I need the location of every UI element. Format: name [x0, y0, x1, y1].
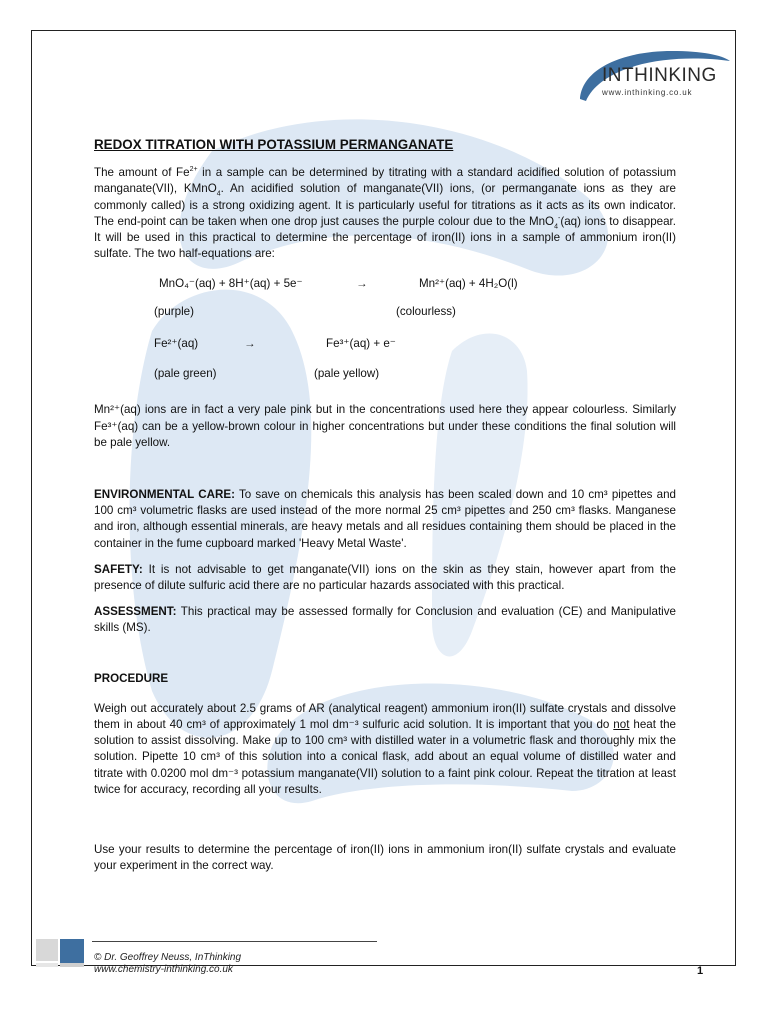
footer-author: © Dr. Geoffrey Neuss, InThinking [94, 952, 242, 963]
footer-credit [94, 952, 241, 976]
note-paragraph: Mn²⁺(aq) ions are in fact a very pale pink but in the concentrations used here they appear colourless. Similarly Fe³⁺(aq) can be a yellow-brown colour in higher concentrations but under these conditions the final solution will be pale yellow. [94, 403, 676, 449]
footer-rule [92, 941, 377, 942]
intro-text-d: (aq) ions to disappear. It will be used in this practical to determine the percentage of iron(II) ions in a sample of ammonium iron(II) sulfate. The two half-equations are: [94, 214, 676, 261]
eq2-right-label: (pale yellow) [314, 367, 380, 381]
half-equations [94, 276, 676, 402]
eq2-right: Fe³⁺(aq) + e⁻ [326, 337, 396, 351]
assessment-label: ASSESSMENT: [94, 605, 177, 619]
page-number: 1 [697, 965, 704, 977]
eq2-left: Fe²⁺(aq) [154, 337, 199, 351]
intro-text-b: in a sample can be determined by titrating with a standard acidified solution of potassium manganate(VII), KMnO [94, 166, 676, 196]
environmental-care-text: To save on chemicals this analysis has been scaled down and 10 cm³ pipettes and 100 cm³ volumetric flasks are used instead of the more normal 25 cm³ pipettes and 250 cm³ flasks. Manganese and iron, although essential minerals, are heavy metals and all residues containing them should be placed in the container in the fume cupboard marked 'Heavy Metal Waste'. [94, 488, 676, 550]
page-frame [31, 30, 736, 977]
procedure-text-a: Weigh out accurately about 2.5 grams of AR (analytical reagent) ammonium iron(II) sulfate crystals and dissolve them in about 40 cm³ of approximately 1 mol dm⁻³ sulfuric acid solution. It is important that you do [94, 701, 676, 732]
logo-brand: INTHINKING [602, 65, 717, 86]
eq1-right: Mn²⁺(aq) + 4H₂O(l) [419, 277, 518, 291]
procedure-paragraph [94, 701, 676, 798]
footer-url: www.chemistry-inthinking.co.uk [94, 964, 233, 975]
eq1-left: MnO₄⁻(aq) + 8H⁺(aq) + 5e⁻ [159, 277, 303, 291]
footer-square-light [36, 963, 58, 967]
assessment-text: This practical may be assessed formally for Conclusion and evaluation (CE) and Manipulative skills (MS). [94, 605, 676, 635]
assessment-paragraph [94, 604, 676, 636]
document-body [94, 137, 676, 874]
procedure-text-b: heat the solution to assist dissolving. Make up to 100 cm³ with distilled water in a volumetric flask and thoroughly mix the solution. Pipette 10 cm³ of this solution into a conical flask, add about an equal volume of distilled water and titrate with 0.0200 mol dm⁻³ potassium manganate(VII) solution to a faint pink colour. Repeat the titration at least twice for accuracy, recording all your results. [94, 718, 676, 796]
intro-sub: 4 [216, 190, 221, 198]
procedure-heading [94, 671, 676, 687]
eq2-left-label: (pale green) [154, 367, 217, 381]
logo-url: www.inthinking.co.uk [602, 88, 693, 97]
intro-sup: 2+ [189, 166, 198, 174]
procedure-heading-text: PROCEDURE [94, 671, 169, 685]
intro-text-a: The amount of Fe [94, 166, 190, 180]
procedure-not: not [613, 718, 630, 732]
intro-text-c: . An acidified solution of manganate(VII) ions, (or permanganate ions as they are commonly called) is a strong oxidizing agent. It is particularly useful for titrations as it acts as its own indicator. The end-point can be taken when one drop just causes the purple colour due to the MnO [94, 182, 676, 228]
intro-sub-2: 4 [554, 223, 558, 231]
safety-text: It is not advisable to get manganate(VII) ions on the skin as they stain, however apart from the presence of dilute sulfuric acid there are no particular hazards associated with this practical. [94, 562, 676, 593]
safety-paragraph [94, 562, 676, 594]
footer-square-grey [36, 939, 58, 961]
eq1-left-label: (purple) [154, 305, 194, 319]
final-paragraph: Use your results to determine the percentage of iron(II) ions in ammonium iron(II) sulfate crystals and evaluate your experiment in the correct way. [94, 843, 676, 873]
intro-sup-2: - [557, 214, 561, 222]
safety-label: SAFETY: [94, 562, 143, 576]
intro-paragraph [94, 165, 676, 262]
eq2-arrow: → [244, 337, 256, 351]
footer-square-blue [60, 939, 84, 963]
environmental-care-paragraph [94, 487, 676, 552]
eq1-right-label: (colourless) [396, 305, 456, 319]
environmental-care-label: ENVIRONMENTAL CARE: [94, 488, 235, 502]
page-title: REDOX TITRATION WITH POTASSIUM PERMANGANATE [94, 137, 454, 152]
footer-square-mid [60, 963, 84, 967]
eq1-arrow: → [356, 277, 368, 291]
